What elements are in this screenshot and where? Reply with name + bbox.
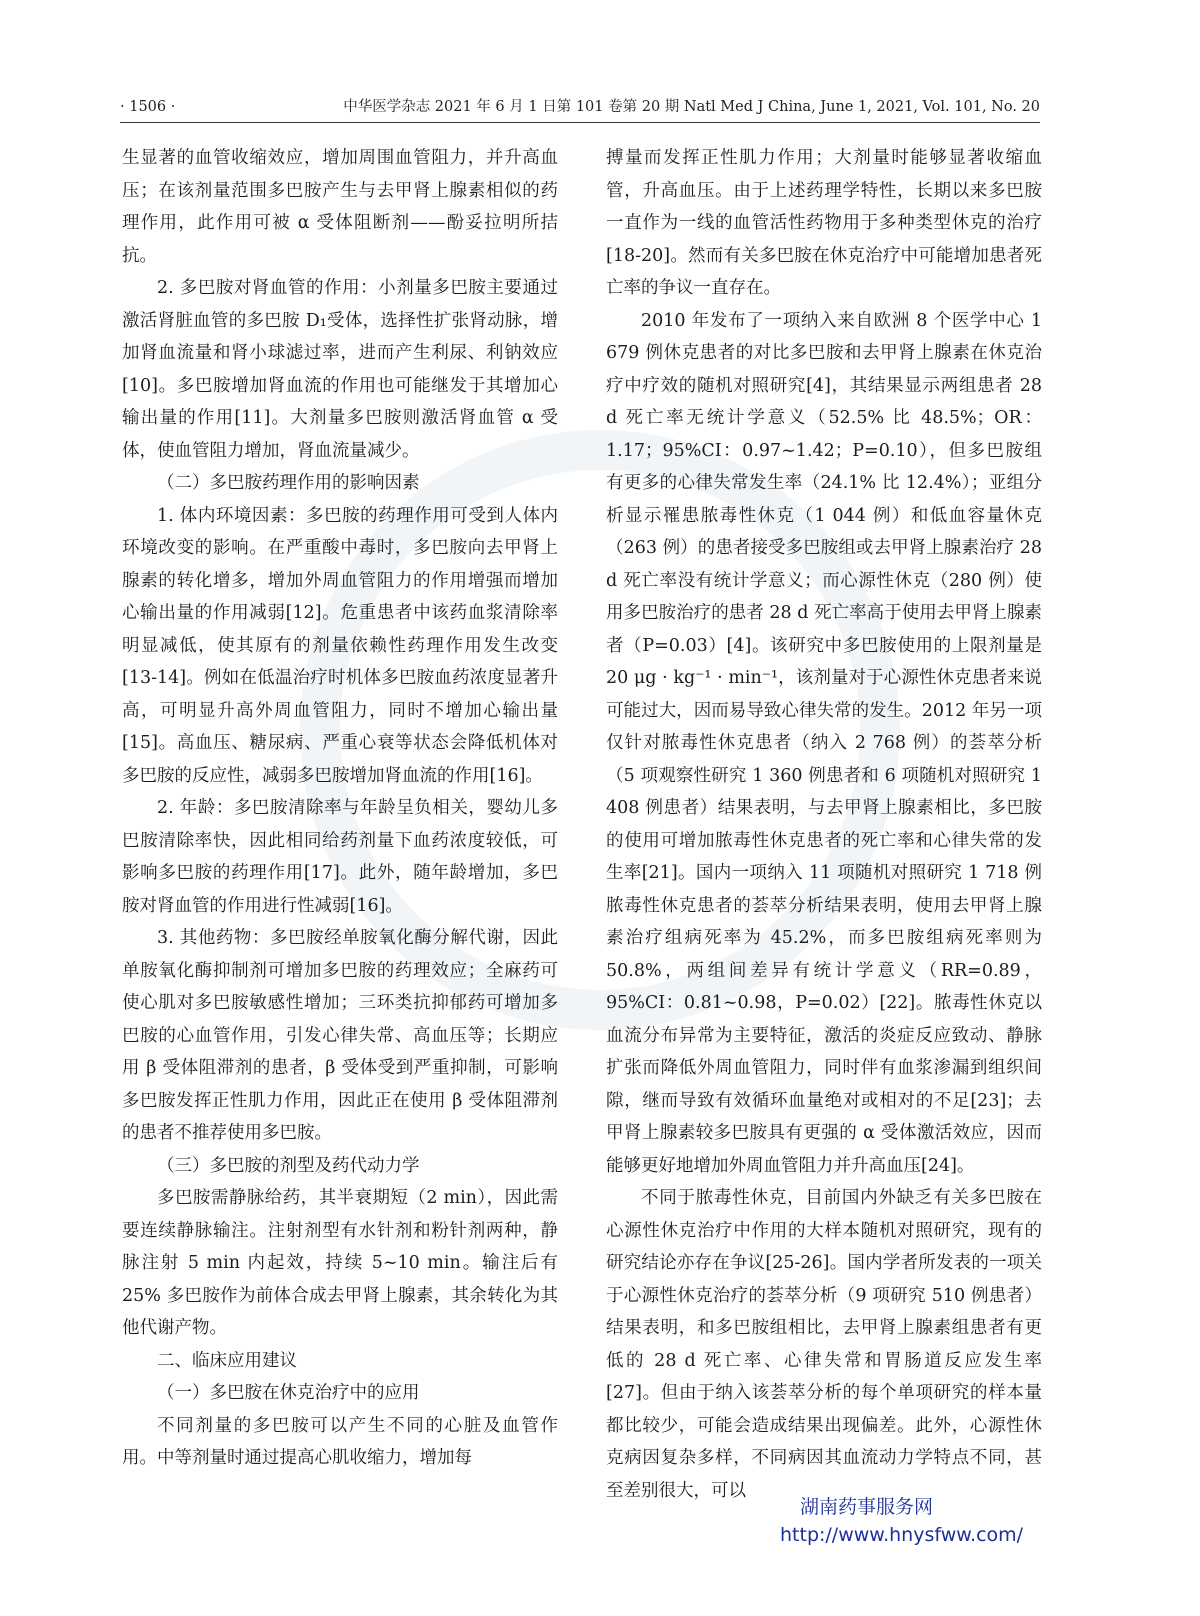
- page-number: · 1506 ·: [120, 99, 176, 115]
- section-heading: 二、临床应用建议: [157, 1350, 297, 1371]
- journal-citation: 中华医学杂志 2021 年 6 月 1 日第 101 卷第 20 期 Natl Med J China, June 1, 2021, Vol. 101, No. 20: [343, 99, 1040, 115]
- paragraph: 2. 多巴胺对肾血管的作用：小剂量多巴胺主要通过激活肾脏血管的多巴胺 D₁受体，选择性扩张肾动脉，增加肾血流量和肾小球滤过率，进而产生利尿、利钠效应[10]。多巴胺增加肾血流的作用也可能继发于其增加心输出量的作用[11]。大剂量多巴胺则激活肾血管 α 受体，使血管阻力增加，肾血流量减少。: [122, 278, 558, 461]
- paragraph: 不同于脓毒性休克，目前国内外缺乏有关多巴胺在心源性休克治疗中作用的大样本随机对照研究，现有的研究结论亦存在争议[25-26]。国内学者所发表的一项关于心源性休克治疗的荟萃分析（9 项研究 510 例患者）结果表明，和多巴胺组相比，去甲肾上腺素组患者有更低的 28 d 死亡率、心律失常和胃肠道反应发生率[27]。但由于纳入该荟萃分析的每个单项研究的样本量都比较少，可能会造成结果出现偏差。此外，心源性休克病因复杂多样，不同病因其血流动力学特点不同，甚至差别很大，可以: [606, 1188, 1042, 1501]
- site-url-link[interactable]: http://www.hnysfww.com/: [780, 1524, 1024, 1546]
- paragraph: 生显著的血管收缩效应，增加周围血管阻力，并升高血压；在该剂量范围多巴胺产生与去甲肾上腺素相似的药理作用，此作用可被 α 受体阻断剂——酚妥拉明所拮抗。: [122, 148, 558, 266]
- right-column: [606, 142, 1042, 1501]
- paragraph: 2010 年发布了一项纳入来自欧洲 8 个医学中心 1 679 例休克患者的对比多巴胺和去甲肾上腺素在休克治疗中疗效的随机对照研究[4]，其结果显示两组患者 28 d 死亡率无统计学意义（52.5% 比 48.5%；OR：1.17；95%CI：0.97~1.42；P=0.10），但多巴胺组有更多的心律失常发生率（24.1% 比 12.4%）；亚组分析显示罹患脓毒性休克（1 044 例）和低血容量休克（263 例）的患者接受多巴胺组或去甲肾上腺素治疗 28 d 死亡率没有统计学意义；而心源性休克（280 例）使用多巴胺治疗的患者 28 d 死亡率高于使用去甲肾上腺素者（P=0.03）[4]。该研究中多巴胺使用的上限剂量是 20 μg · kg⁻¹ · min⁻¹，该剂量对于心源性休克患者来说可能过大，因而易导致心律失常的发生。2012 年另一项仅针对脓毒性休克患者（纳入 2 768 例）的荟萃分析（5 项观察性研究 1 360 例患者和 6 项随机对照研究 1 408 例患者）结果表明，与去甲肾上腺素相比，多巴胺的使用可增加脓毒性休克患者的死亡率和心律失常的发生率[21]。国内一项纳入 11 项随机对照研究 1 718 例脓毒性休克患者的荟萃分析结果表明，使用去甲肾上腺素治疗组病死率为 45.2%，而多巴胺组病死率则为 50.8%，两组间差异有统计学意义（RR=0.89，95%CI：0.81~0.98，P=0.02）[22]。脓毒性休克以血流分布异常为主要特征，激活的炎症反应致动、静脉扩张而降低外周血管阻力，同时伴有血浆渗漏到组织间隙，继而导致有效循环血量绝对或相对的不足[23]；去甲肾上腺素较多巴胺具有更强的 α 受体激活效应，因而能够更好地增加外周血管阻力并升高血压[24]。: [606, 310, 1042, 1176]
- section-heading: （一）多巴胺在休克治疗中的应用: [157, 1383, 420, 1403]
- paragraph: 2. 年龄：多巴胺清除率与年龄呈负相关，婴幼儿多巴胺清除率快，因此相同给药剂量下血药浓度较低，可影响多巴胺的药理作用[17]。此外，随年龄增加，多巴胺对肾血管的作用进行性减弱[16]。: [122, 798, 558, 916]
- running-header: [120, 96, 1040, 118]
- paragraph: 3. 其他药物：多巴胺经单胺氧化酶分解代谢，因此单胺氧化酶抑制剂可增加多巴胺的药理效应；全麻药可使心肌对多巴胺敏感性增加；三环类抗抑郁药可增加多巴胺的心血管作用，引发心律失常、高血压等；长期应用 β 受体阻滞剂的患者，β 受体受到严重抑制，可影响多巴胺发挥正性肌力作用，因此正在使用 β 受体阻滞剂的患者不推荐使用多巴胺。: [122, 928, 558, 1143]
- paragraph: 多巴胺需静脉给药，其半衰期短（2 min），因此需要连续静脉输注。注射剂型有水针剂和粉针剂两种，静脉注射 5 min 内起效，持续 5~10 min。输注后有 25% 多巴胺作为前体合成去甲肾上腺素，其余转化为其他代谢产物。: [122, 1188, 558, 1338]
- paragraph: 不同剂量的多巴胺可以产生不同的心脏及血管作用。中等剂量时通过提高心肌收缩力，增加每: [122, 1415, 558, 1468]
- header-rule: [120, 122, 1040, 123]
- left-column: [122, 142, 558, 1487]
- paragraph: 搏量而发挥正性肌力作用；大剂量时能够显著收缩血管，升高血压。由于上述药理学特性，长期以来多巴胺一直作为一线的血管活性药物用于多种类型休克的治疗[18-20]。然而有关多巴胺在休克治疗中可能增加患者死亡率的争议一直存在。: [606, 148, 1042, 298]
- section-heading: （二）多巴胺药理作用的影响因素: [157, 473, 420, 493]
- section-heading: （三）多巴胺的剂型及药代动力学: [157, 1155, 420, 1176]
- paragraph: 1. 体内环境因素：多巴胺的药理作用可受到人体内环境改变的影响。在严重酸中毒时，多巴胺向去甲肾上腺素的转化增多，增加外周血管阻力的作用增强而增加心输出量的作用减弱[12]。危重患者中该药血浆清除率明显减低，使其原有的剂量依赖性药理作用发生改变[13-14]。例如在低温治疗时机体多巴胺血药浓度显著升高，可明显升高外周血管阻力，同时不增加心输出量[15]。高血压、糖尿病、严重心衰等状态会降低机体对多巴胺的反应性，减弱多巴胺增加肾血流的作用[16]。: [122, 505, 558, 786]
- site-name: 湖南药事服务网: [800, 1496, 934, 1518]
